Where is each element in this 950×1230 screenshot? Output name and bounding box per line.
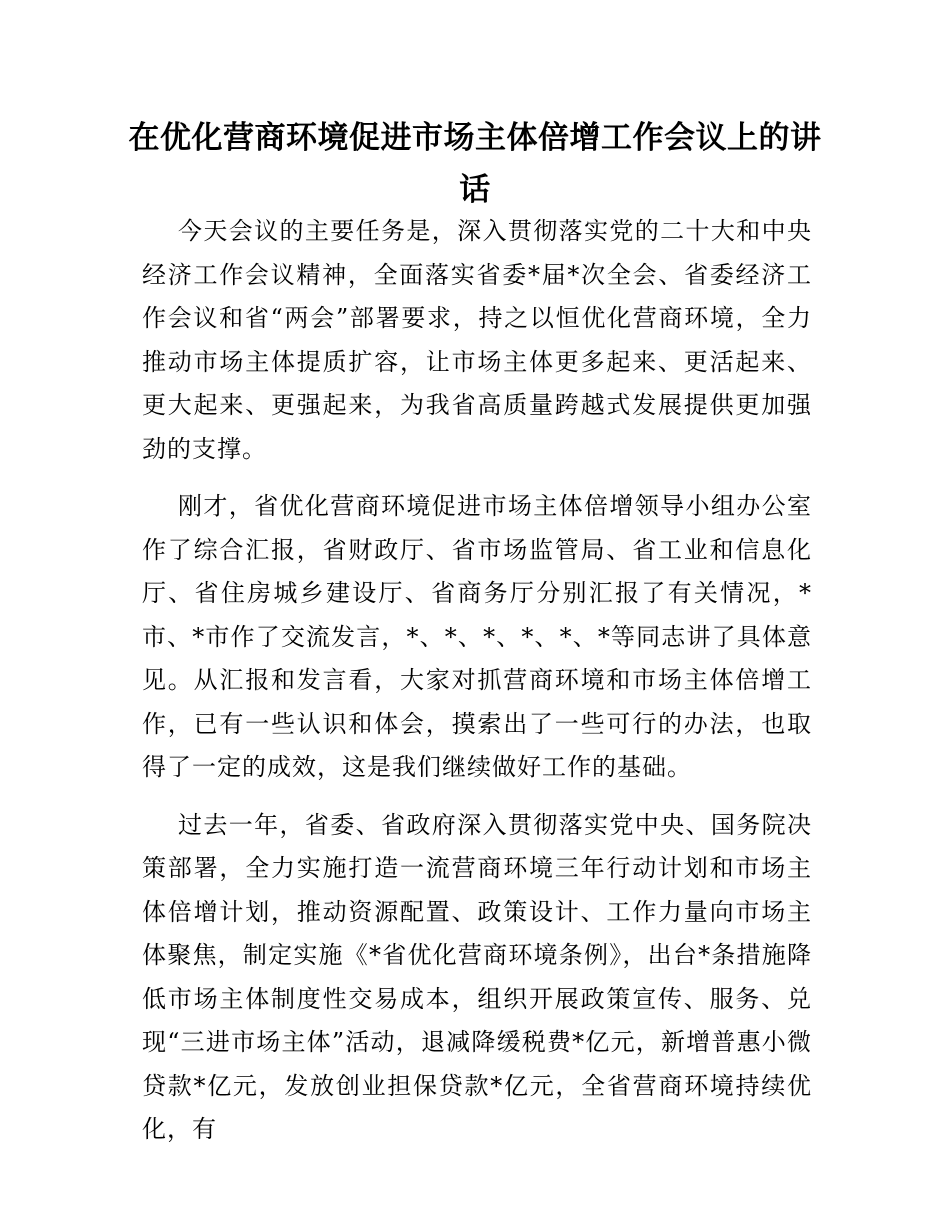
paragraph: 过去一年，省委、省政府深入贯彻落实党中央、国务院决策部署，全力实施打造一流营商环境三年行动计划和市场主体倍增计划，推动资源配置、政策设计、工作力量向市场主体聚焦，制定实施《*省优化营商环境条例》，出台*条措施降低市场主体制度性交易成本，组织开展政策宣传、服务、兑现“三进市场主体”活动，退减降缓税费*亿元，新增普惠小微贷款*亿元，发放创业担保贷款*亿元，全省营商环境持续优化，有 bbox=[142, 810, 812, 1143]
document-body bbox=[142, 210, 812, 1166]
paragraph: 刚才，省优化营商环境促进市场主体倍增领导小组办公室作了综合汇报，省财政厅、省市场监管局、省工业和信息化厅、省住房城乡建设厅、省商务厅分别汇报了有关情况，*市、*市作了交流发言，*、*、*、*、*、*等同志讲了具体意见。从汇报和发言看，大家对抓营商环境和市场主体倍增工作，已有一些认识和体会，摸索出了一些可行的办法，也取得了一定的成效，这是我们继续做好工作的基础。 bbox=[142, 492, 812, 781]
document-title: 在优化营商环境促进市场主体倍增工作会议上的讲话 bbox=[128, 120, 822, 208]
paragraph: 今天会议的主要任务是，深入贯彻落实党的二十大和中央经济工作会议精神，全面落实省委*届*次全会、省委经济工作会议和省“两会”部署要求，持之以恒优化营商环境，全力推动市场主体提质扩容，让市场主体更多起来、更活起来、更大起来、更强起来，为我省高质量跨越式发展提供更加强劲的支撑。 bbox=[142, 217, 812, 463]
